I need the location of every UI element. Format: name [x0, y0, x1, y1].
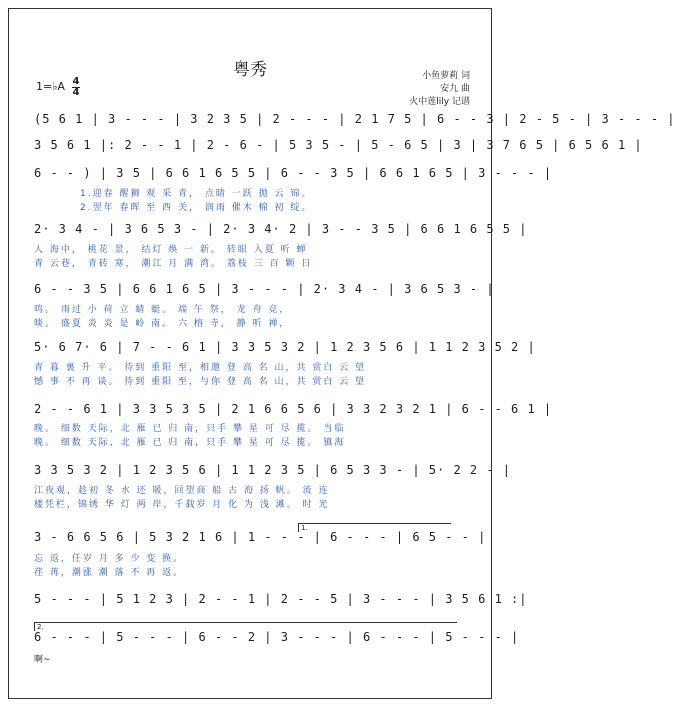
notation-row-5: 6 - - 3 5 | 6 6 1 6 5 | 3 - - - | 2· 3 4 - | 3 6 5 3 - |: [34, 282, 495, 296]
key-signature: 1=♭A: [36, 80, 65, 93]
notation-row-8: 3 3 5 3 2 | 1 2 3 5 6 | 1 1 2 3 5 | 6 5 3 3 - | 5· 2 2 - |: [34, 463, 512, 477]
lyric-row-7: 青 暮 裏 升 平。 待到 重阳 至，相邀 登 高 名 山，共 赏白 云 望: [34, 363, 367, 373]
notation-row-11: 6 - - - | 5 - - - | 6 - - 2 | 3 - - - | 6 - - - | 5 - - - |: [34, 630, 520, 644]
lyric-row-3: 人 海中， 桃花 景， 结灯 焕 一 新。 转眼 入夏 听 蝉: [34, 245, 308, 255]
lyric-row-12: 楼凭栏，锦绣 华 灯 两 岸，千载岁 月 化 为 浅 滩。 时 光: [34, 500, 330, 510]
lyric-row-11: 江夜观，趁初 冬 水 还 暖，回望商 船 古 海 扬 帆。 流 连: [34, 486, 330, 496]
lyric-row-14: 荏 苒，潮涨 潮 落 不 再 返。: [34, 568, 185, 578]
ending-lyric: 啊~: [34, 655, 51, 665]
notation-row-6: 5· 6 7· 6 | 7 - - 6 1 | 3 3 5 3 2 | 1 2 3 5 6 | 1 1 2 3 5 2 |: [34, 340, 536, 354]
lyric-row-9: 晚。 细数 天际，北 雁 已 归 南，只手 攀 星 可 尽 揽。 当临: [34, 424, 346, 434]
lyric-row-8: 憾 事 不 再 谈。 待到 重阳 至，与你 登 高 名 山，共 赏白 云 望: [34, 377, 367, 387]
lyric-row-13: 忘 返，任岁 月 多 少 变 换。: [34, 554, 185, 564]
notation-row-7: 2 - - 6 1 | 3 3 5 3 5 | 2 1 6 6 5 6 | 3 3 2 3 2 1 | 6 - - 6 1 |: [34, 402, 553, 416]
lyric-row-10: 晚。 细数 天际，北 雁 已 归 南，只手 攀 星 可 尽 揽。 镇海: [34, 438, 346, 448]
notation-row-3: 6 - - ) | 3 5 | 6 6 1 6 5 5 | 6 - - 3 5 | 6 6 1 6 5 | 3 - - - |: [34, 166, 553, 180]
volta-2-bracket: 2.: [34, 622, 457, 631]
lyricist-credit: 小鱼萝莉 词: [422, 71, 470, 81]
composer-credit: 安九 曲: [440, 84, 470, 94]
time-signature: [72, 77, 80, 98]
notation-row-10: 5 - - - | 5 1 2 3 | 2 - - 1 | 2 - - 5 | 3 - - - | 3 5 6 1 :|: [34, 592, 528, 606]
notation-row-4: 2· 3 4 - | 3 6 5 3 - | 2· 3 4· 2 | 3 - - 3 5 | 6 6 1 6 5 5 |: [34, 222, 528, 236]
transcriber-credit: 火中莲lily 记谱: [409, 97, 470, 107]
meter-top: 4: [72, 76, 80, 87]
notation-row-9: 3 - 6 6 5 6 | 5 3 2 1 6 | 1 - - - | 6 - - - | 6 5 - - |: [34, 530, 487, 544]
meter-bottom: 4: [72, 87, 80, 98]
notation-row-2: 3 5 6 1 |: 2 - - 1 | 2 - 6 - | 5 3 5 - | 5 - 6 5 | 3 | 3 7 6 5 | 6 5 6 1 |: [34, 138, 643, 152]
volta-1-bracket: 1.: [298, 523, 451, 532]
song-title: 粤秀: [233, 60, 267, 80]
lyric-row-2: 2.翌年 春晖 至 西 关， 润雨 催木 棉 初 绽。: [80, 203, 313, 213]
lyric-row-1: 1.迎春 醒狮 观 采 青， 点睛 一跃 抛 云 锦。: [80, 189, 313, 199]
notation-row-1: (5 6 1 | 3 - - - | 3 2 3 5 | 2 - - - | 2 1 7 5 | 6 - - 3 | 2 - 5 - | 3 - - - |: [34, 112, 676, 126]
lyric-row-5: 鸣。 雨过 小 荷 立 蜻 蜓。 端 午 祭， 龙 舟 竞，: [34, 305, 291, 315]
lyric-row-6: 啖。 盛夏 炎 炎 是 岭 南。 六 榕 寺， 静 听 禅，: [34, 319, 291, 329]
lyric-row-4: 青 云巷， 青砖 寒， 潮江 月 满 湾。 荔枝 三 百 颗 日: [34, 259, 313, 269]
